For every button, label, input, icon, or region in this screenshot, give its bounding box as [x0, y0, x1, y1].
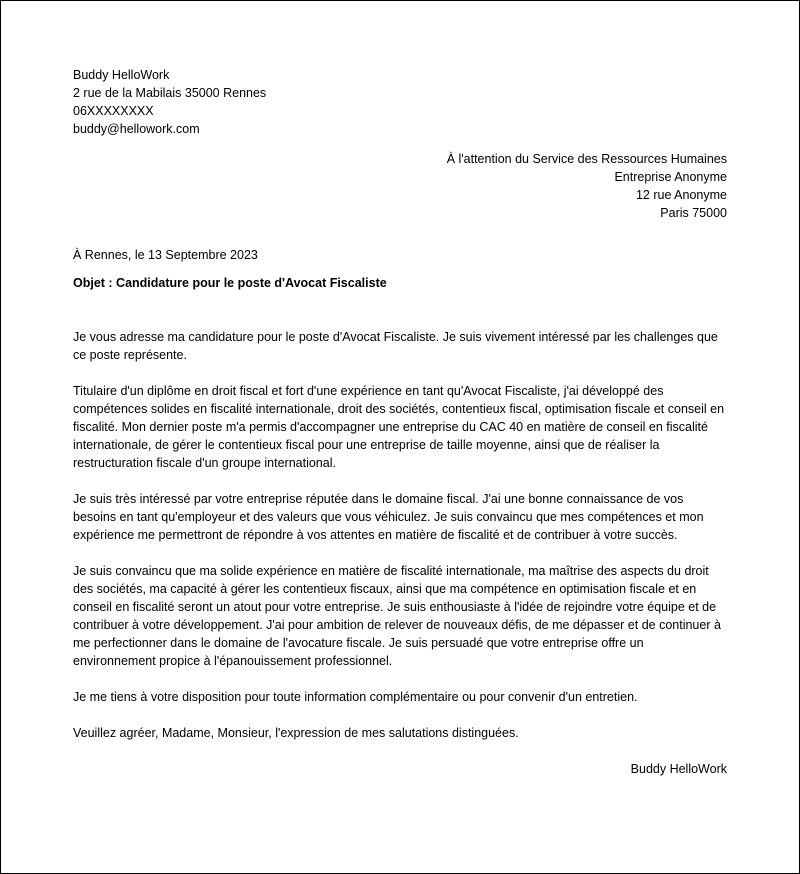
sender-phone: 06XXXXXXXX [73, 104, 154, 118]
sender-email: buddy@hellowork.com [73, 122, 200, 136]
recipient-attention: À l'attention du Service des Ressources Humaines [446, 152, 727, 166]
body-paragraph: Je me tiens à votre disposition pour toute information complémentaire ou pour convenir d'un entretien. [73, 690, 638, 704]
sender-name: Buddy HelloWork [73, 68, 170, 82]
letter-body [73, 328, 727, 742]
recipient-company: Entreprise Anonyme [614, 170, 727, 184]
recipient-block [73, 150, 727, 222]
letter-subject: Objet : Candidature pour le poste d'Avocat Fiscaliste [73, 276, 387, 290]
recipient-street: 12 rue Anonyme [635, 188, 727, 202]
body-paragraph: Je suis très intéressé par votre entreprise réputée dans le domaine fiscal. J'ai une bonne connaissance de vos besoins en tant qu'employeur et des valeurs que vous véhiculez. Je suis convaincu que mes compétences et mon expérience me permettront de répondre à vos attentes en matière de fiscalité et de contribuer à votre succès. [73, 492, 704, 542]
body-paragraph: Titulaire d'un diplôme en droit fiscal et fort d'une expérience en tant qu'Avocat Fiscaliste, j'ai développé des compétences solides en fiscalité internationale, droit des sociétés, contentieux fiscal, optimisation fiscale et conseil en fiscalité. Mon dernier poste m'a permis d'accompagner une entreprise du CAC 40 en matière de conseil en fiscalité internationale, de gérer le contentieux fiscal pour une entreprise de taille moyenne, ainsi que de réaliser la restructuration fiscale d'un groupe international. [73, 384, 725, 470]
place-date: À Rennes, le 13 Septembre 2023 [73, 248, 258, 262]
body-paragraph: Je suis convaincu que ma solide expérience en matière de fiscalité internationale, ma maîtrise des aspects du droit des sociétés, ma capacité à gérer les contentieux fiscaux, ainsi que ma compétence en optimisation fiscale et en conseil en fiscalité seront un atout pour votre entreprise. Je suis enthousiaste à l'idée de rejoindre votre équipe et de contribuer à votre développement. J'ai pour ambition de relever de nouveaux défis, de me dépasser et de continuer à me perfectionner dans le domaine de l'avocature fiscale. Je suis persuadé que votre entreprise offre un environnement propice à l'épanouissement professionnel. [73, 564, 721, 668]
signature: Buddy HelloWork [630, 762, 727, 776]
sender-block [73, 66, 727, 138]
recipient-city: Paris 75000 [660, 206, 727, 220]
sender-address: 2 rue de la Mabilais 35000 Rennes [73, 86, 267, 100]
body-paragraph: Veuillez agréer, Madame, Monsieur, l'expression de mes salutations distinguées. [73, 726, 519, 740]
body-paragraph: Je vous adresse ma candidature pour le poste d'Avocat Fiscaliste. Je suis vivement intéressé par les challenges que ce poste représente. [73, 330, 718, 362]
